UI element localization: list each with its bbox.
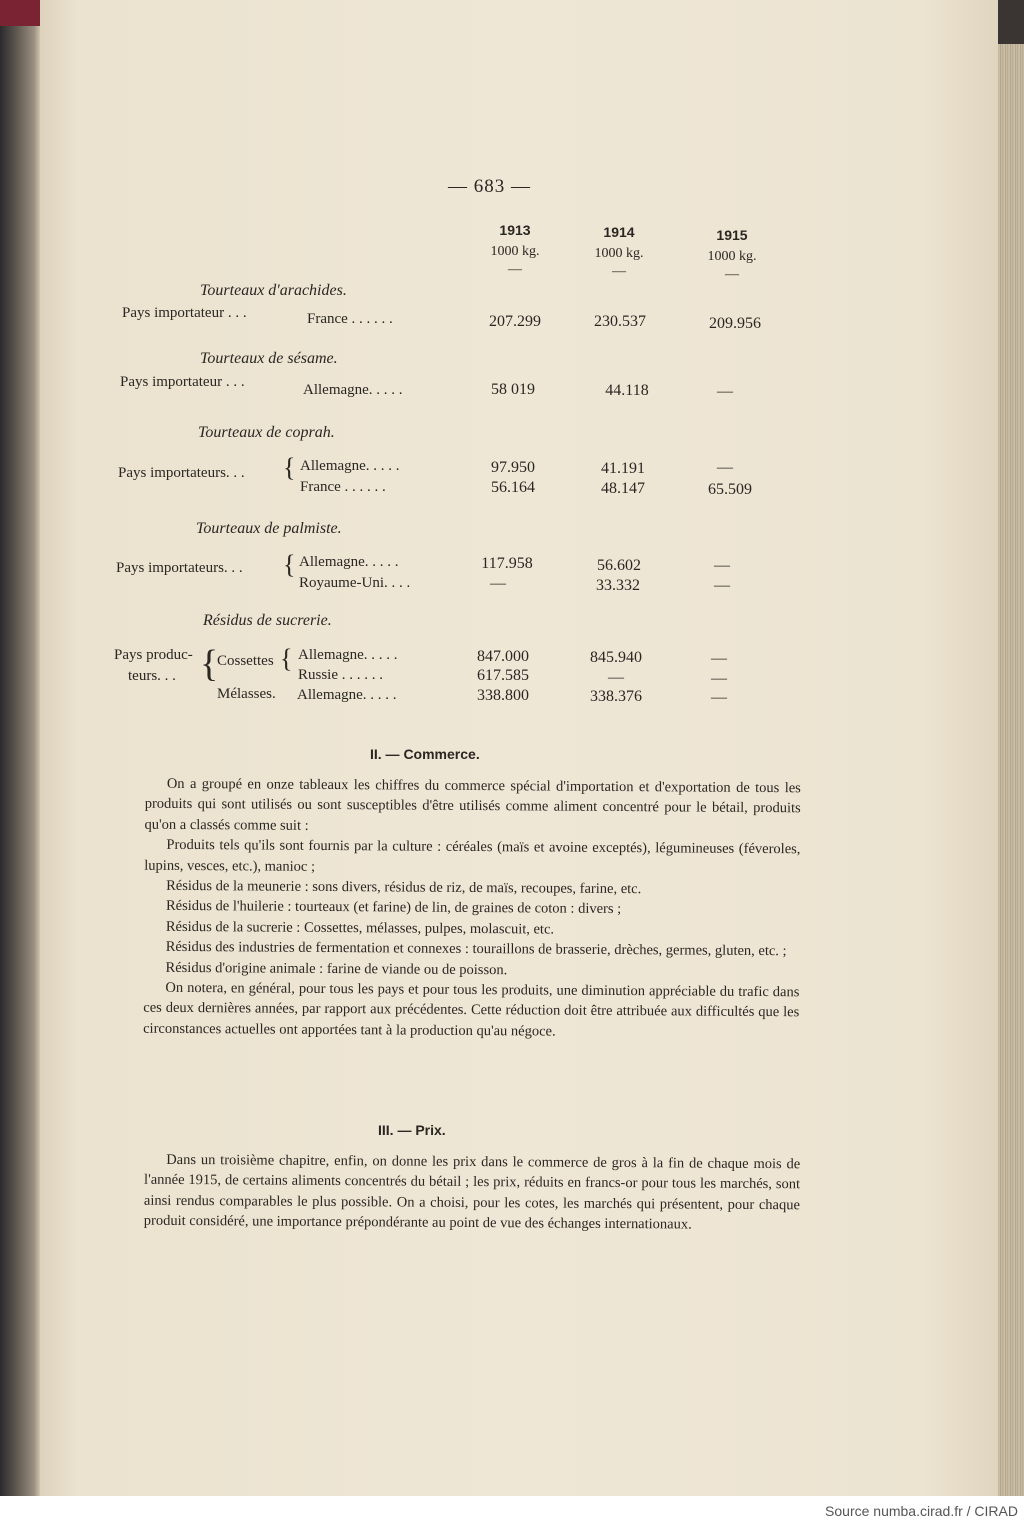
value-cell: — — [717, 459, 733, 476]
value-cell: — — [714, 557, 730, 574]
section-title-palmiste: Tourteaux de palmiste. — [196, 520, 342, 537]
col-unit-1914: 1000 kg. — [594, 246, 644, 261]
row-label: teurs. . . — [128, 668, 176, 684]
value-cell: 209.956 — [709, 315, 761, 332]
section-title-arachides: Tourteaux d'arachides. — [200, 282, 347, 299]
col-year-1913: 1913 — [499, 222, 531, 238]
country-name: Allemagne. . . . . — [300, 458, 400, 474]
page-number: — 683 — — [448, 176, 531, 197]
brace: { — [283, 550, 296, 579]
value-cell: 48.147 — [601, 480, 645, 497]
value-cell: — — [711, 650, 727, 667]
value-cell: — — [608, 669, 624, 686]
page-edges — [996, 44, 1024, 1496]
source-credit: Source numba.cirad.fr / CIRAD — [825, 1503, 1018, 1519]
value-cell: 97.950 — [491, 459, 535, 476]
country-name: Allemagne. . . . . — [297, 687, 397, 703]
brace: { — [280, 644, 293, 673]
value-cell: — — [711, 670, 727, 687]
row-label: Pays importateur . . . — [120, 374, 245, 390]
value-cell: — — [490, 575, 506, 592]
country-name: Allemagne. . . . . — [298, 647, 398, 663]
paragraph: On notera, en général, pour tous les pays et pour tous les produits, une diminution appréciable du trafic dans ces deux dernières années, par rapport aux précédentes. Cette réduction doit être attribuée aux difficultés que les circonstances actuelles ont apportées tant à la production qu'au négoce. — [143, 979, 800, 1040]
book-binding — [0, 0, 40, 1496]
col-year-1915: 1915 — [716, 227, 748, 243]
country-name: Allemagne. . . . . — [299, 554, 399, 570]
prix-text — [144, 1150, 801, 1236]
country-name: France . . . . . . — [300, 479, 386, 495]
sub-category-label: Mélasses. — [217, 686, 276, 702]
value-cell: 207.299 — [489, 313, 541, 330]
value-cell: 847.000 — [477, 648, 529, 665]
book-page — [40, 0, 998, 1496]
brace: { — [283, 453, 296, 482]
country-name: Allemagne. . . . . — [303, 382, 403, 398]
paragraph: Résidus de la sucrerie : Cossettes, mélasses, pulpes, molascuit, etc. — [165, 918, 555, 938]
row-label: Pays importateur . . . — [122, 305, 247, 321]
value-cell: — — [711, 689, 727, 706]
paragraph: Produits tels qu'ils sont fournis par la culture : céréales (maïs et avoine exceptés), légumineuses (féveroles, lupins, vesces, etc.), manioc ; — [144, 837, 801, 875]
value-cell: 58 019 — [491, 381, 535, 398]
paragraph: Dans un troisième chapitre, enfin, on donne les prix dans le commerce de gros à la fin de chaque mois de l'année 1915, de certains aliments concentrés du bétail ; les prix, réduits en francs-or pour tous les marchés, sont ainsi rendus comparables le plus possible. On a choisi, pour les cotes, les marchés qui présentent, pour chaque produit considéré, une importance prépondérante au point de vue des échanges internationaux. — [143, 1151, 801, 1233]
row-label: Pays produc- — [114, 647, 193, 663]
value-cell: 117.958 — [481, 555, 533, 572]
brace: { — [200, 643, 219, 685]
country-name: Royaume-Uni. . . . — [299, 575, 411, 591]
col-dash-1914: — — [612, 264, 626, 279]
section-title-sucrerie: Résidus de sucrerie. — [203, 612, 332, 629]
section-title-coprah: Tourteaux de coprah. — [198, 424, 335, 441]
country-name: France . . . . . . — [307, 311, 393, 327]
value-cell: 230.537 — [594, 313, 646, 330]
paragraph: Résidus des industries de fermentation et connexes : touraillons de brasserie, drèches, germes, gluten, etc. ; — [165, 939, 787, 960]
value-cell: 41.191 — [601, 460, 645, 477]
section-title-sesame: Tourteaux de sésame. — [200, 350, 338, 367]
value-cell: 56.164 — [491, 479, 535, 496]
heading-commerce: II. — Commerce. — [370, 746, 480, 762]
col-unit-1913: 1000 kg. — [490, 244, 540, 259]
row-label: Pays importateurs. . . — [118, 465, 245, 481]
col-unit-1915: 1000 kg. — [707, 249, 757, 264]
sub-category-label: Cossettes — [217, 653, 274, 669]
paragraph: Résidus de l'huilerie : tourteaux (et farine) de lin, de graines de coton : divers ; — [165, 898, 622, 918]
col-year-1914: 1914 — [603, 224, 635, 240]
value-cell: 44.118 — [605, 382, 649, 399]
country-name: Russie . . . . . . — [298, 667, 384, 683]
binding-ribbon — [0, 0, 40, 26]
value-cell: 33.332 — [596, 577, 640, 594]
value-cell: 65.509 — [708, 481, 752, 498]
paragraph: Résidus de la meunerie : sons divers, résidus de riz, de maïs, recoupes, farine, etc. — [166, 877, 642, 898]
value-cell: — — [714, 577, 730, 594]
value-cell: — — [717, 383, 733, 400]
value-cell: 338.376 — [590, 688, 642, 705]
value-cell: 845.940 — [590, 649, 642, 666]
col-dash-1915: — — [725, 267, 739, 282]
row-label: Pays importateurs. . . — [116, 560, 243, 576]
commerce-text — [143, 774, 801, 1044]
value-cell: 338.800 — [477, 687, 529, 704]
paragraph: Résidus d'origine animale : farine de viande ou de poisson. — [165, 959, 508, 978]
paragraph: On a groupé en onze tableaux les chiffres du commerce spécial d'importation et d'exportation de tous les produits qui sont utilisés ou sont susceptibles d'être utilisés comme aliment concentré pour le bétail, produits qu'on a classés comme suit : — [144, 775, 801, 834]
heading-prix: III. — Prix. — [378, 1122, 446, 1138]
value-cell: 56.602 — [597, 557, 641, 574]
col-dash-1913: — — [508, 262, 522, 277]
value-cell: 617.585 — [477, 667, 529, 684]
